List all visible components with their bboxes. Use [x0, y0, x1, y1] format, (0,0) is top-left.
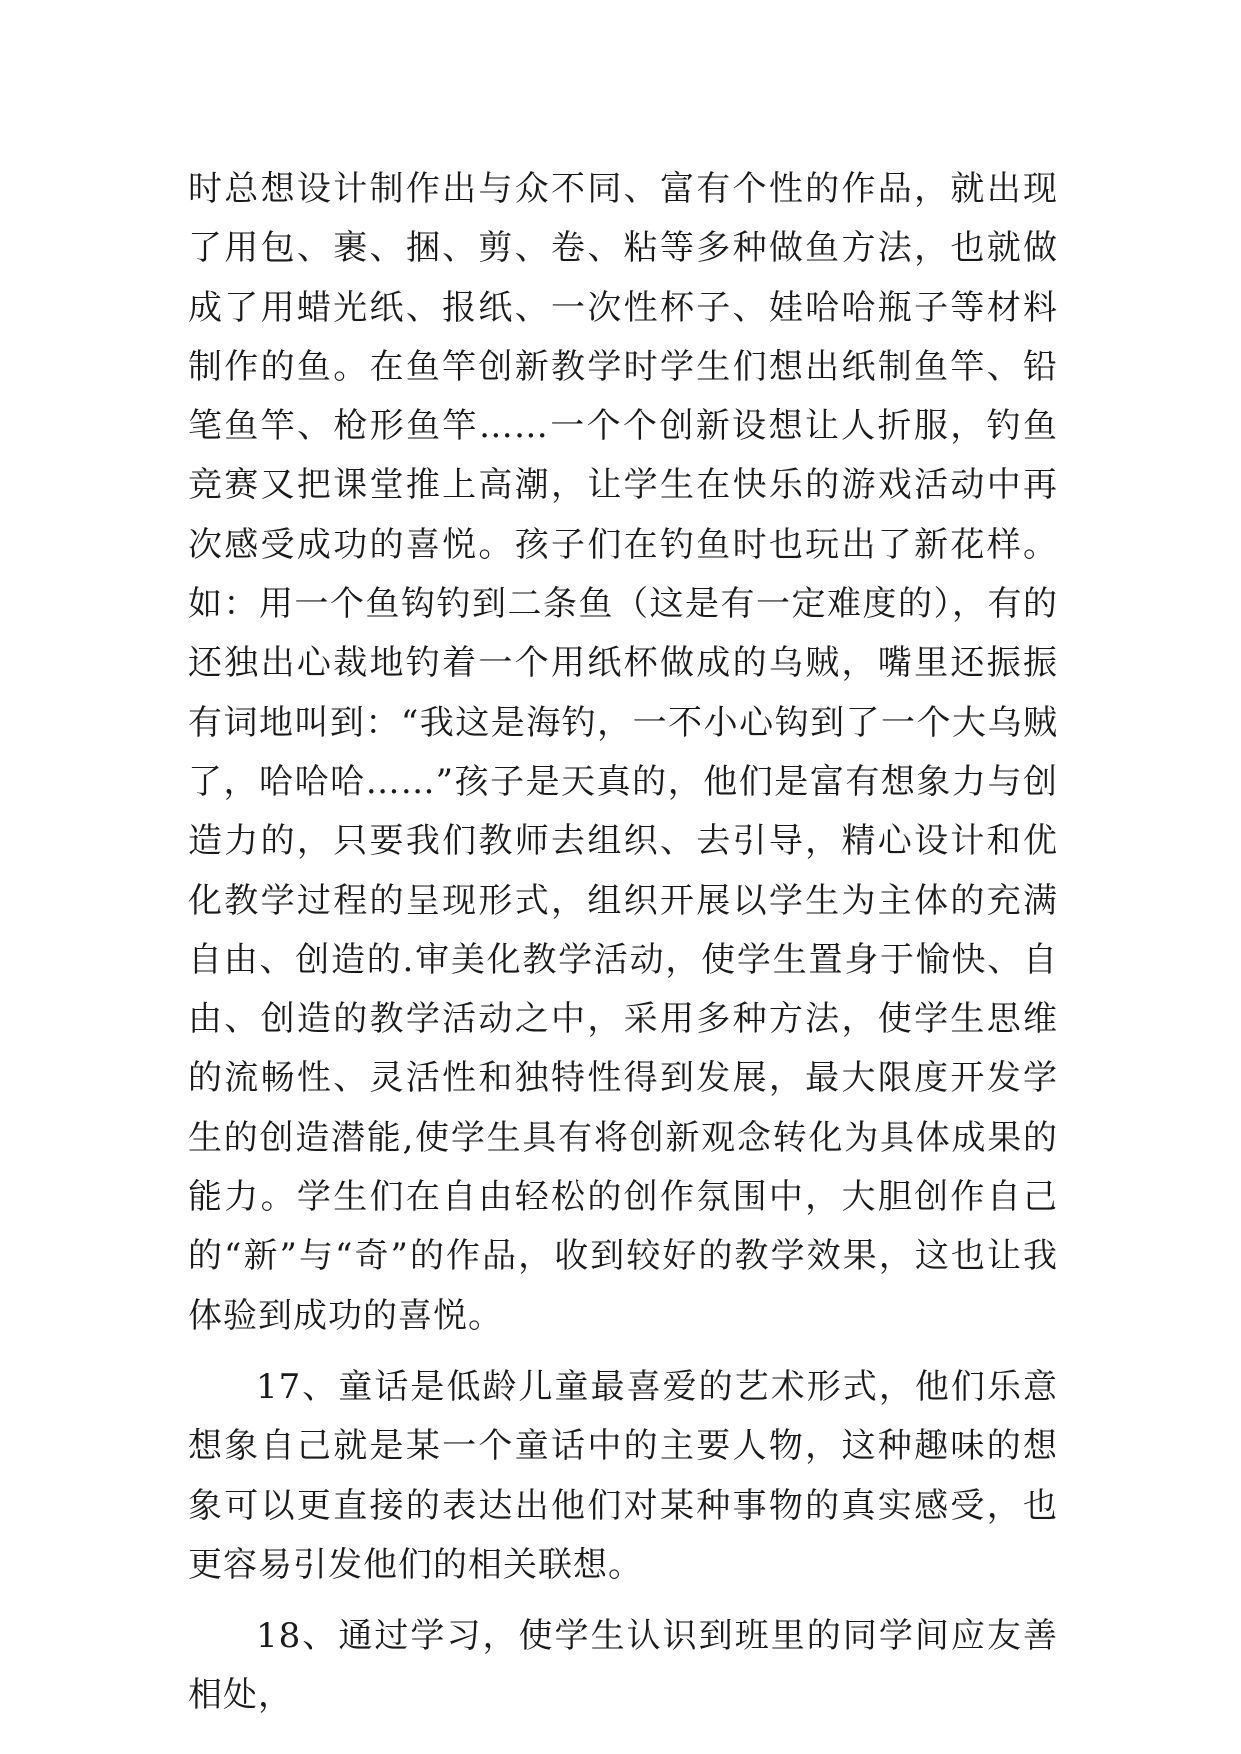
paragraph-17: 17、童话是低龄儿童最喜爱的艺术形式，他们乐意想象自己就是某一个童话中的主要人物，这种趣味的想象可以更直接的表达出他们对某种事物的真实感受，也更容易引发他们的相关联想。 — [188, 1366, 1058, 1585]
document-body — [188, 160, 1058, 1726]
paragraph-18: 18、通过学习，使学生认识到班里的同学间应友善相处， — [188, 1616, 1058, 1716]
paragraph-continuation: 时总想设计制作出与众不同、富有个性的作品，就出现了用包、裹、捆、剪、卷、粘等多种做鱼方法，也就做成了用蜡光纸、报纸、一次性杯子、娃哈哈瓶子等材料制作的鱼。在鱼竿创新教学时学生们想出纸制鱼竿、铅笔鱼竿、枪形鱼竿……一个个创新设想让人折服，钓鱼竞赛又把课堂推上高潮，让学生在快乐的游戏活动中再次感受成功的喜悦。孩子们在钓鱼时也玩出了新花样。如：用一个鱼钩钓到二条鱼（这是有一定难度的），有的还独出心裁地钓着一个用纸杯做成的乌贼，嘴里还振振有词地叫到：“我这是海钓，一不小心钩到了一个大乌贼了，哈哈哈……”孩子是天真的，他们是富有想象力与创造力的，只要我们教师去组织、去引导，精心设计和优化教学过程的呈现形式，组织开展以学生为主体的充满自由、创造的.审美化教学活动，使学生置身于愉快、自由、创造的教学活动之中，采用多种方法，使学生思维的流畅性、灵活性和独特性得到发展，最大限度开发学生的创造潜能,使学生具有将创新观念转化为具体成果的能力。学生们在自由轻松的创作氛围中，大胆创作自己的“新”与“奇”的作品，收到较好的教学效果，这也让我体验到成功的喜悦。 — [188, 169, 1058, 1336]
